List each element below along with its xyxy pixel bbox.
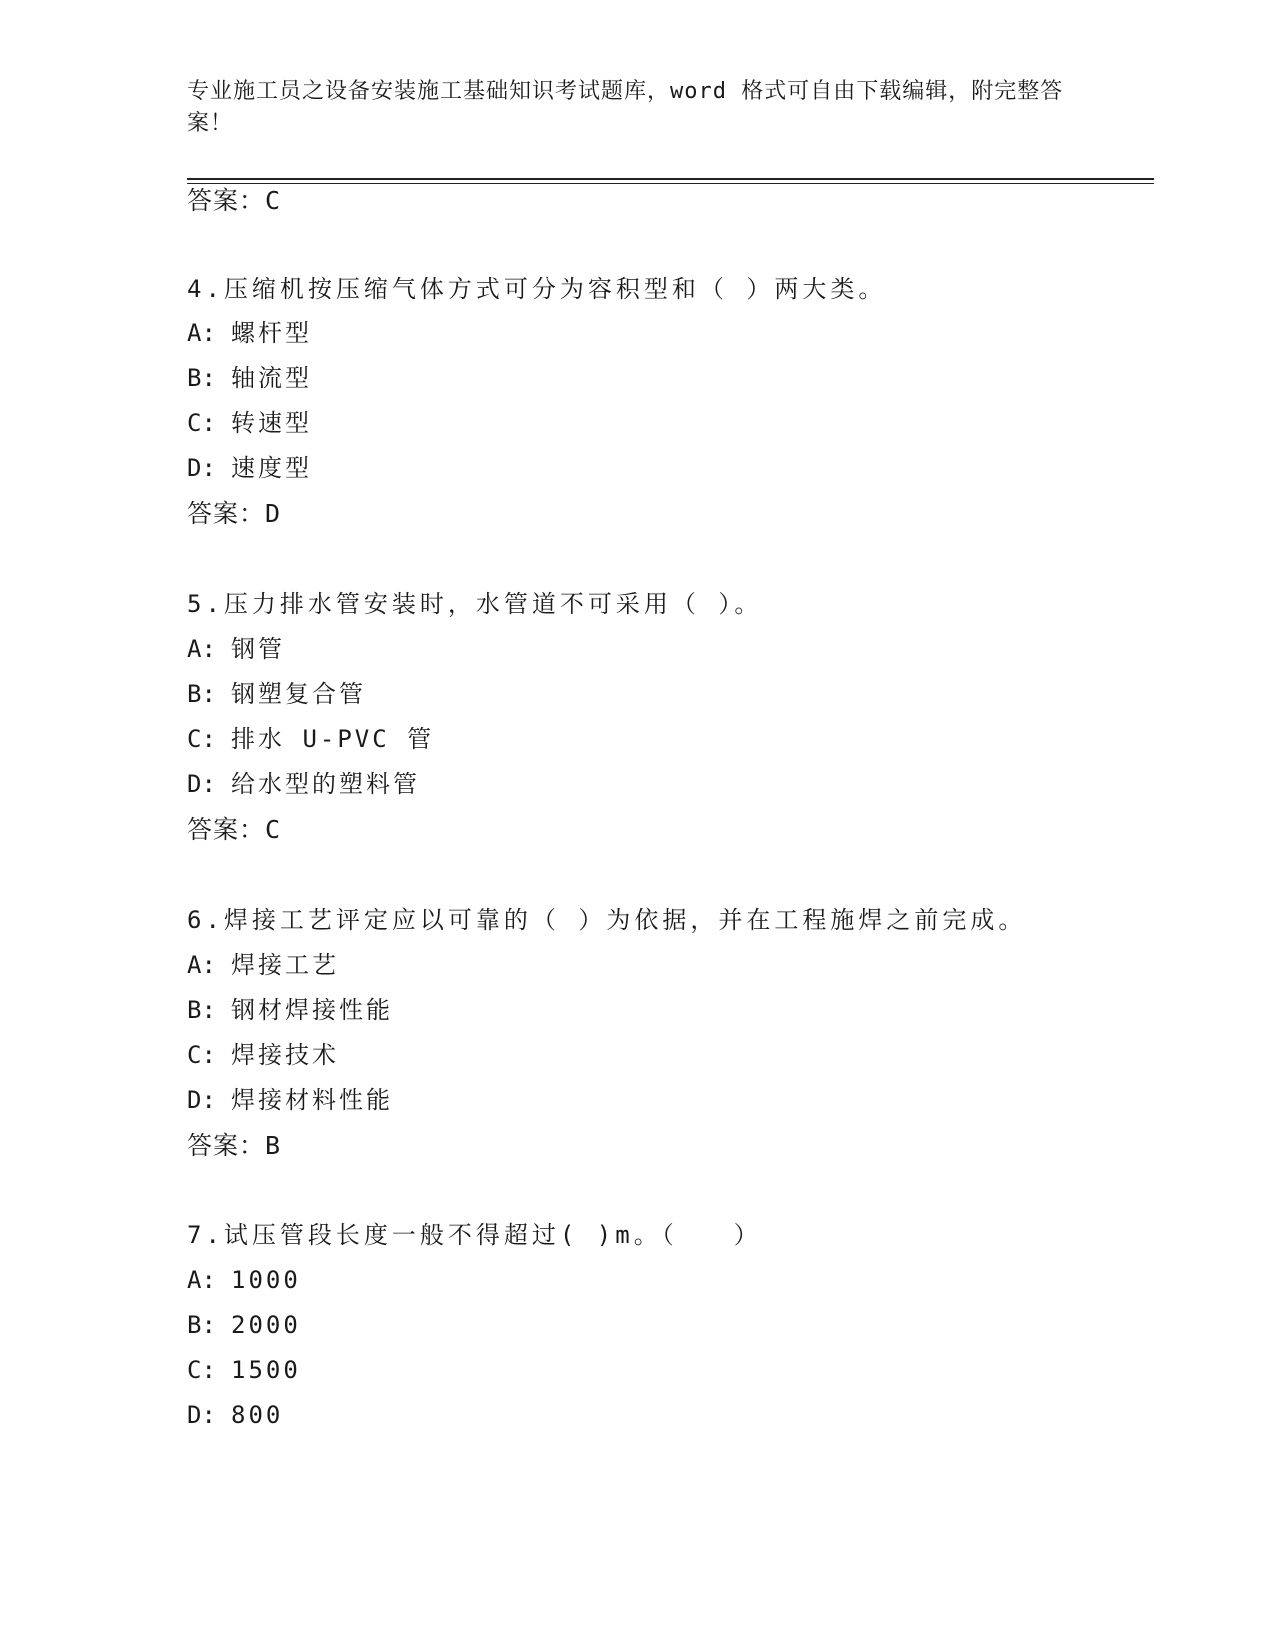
question-7-option-a (187, 1263, 301, 1297)
question-6-option-d (187, 1083, 393, 1117)
option-text: 排水 U-PVC 管 (231, 725, 435, 753)
option-text: 焊接技术 (231, 1041, 339, 1069)
question-6-option-c (187, 1038, 339, 1072)
question-5-option-b (187, 677, 366, 711)
question-6-stem: 6.焊接工艺评定应以可靠的（ ）为依据，并在工程施焊之前完成。 (187, 906, 1027, 934)
document-header: 专业施工员之设备安装施工基础知识考试题库，word 格式可自由下载编辑，附完整答案！ (187, 79, 1064, 136)
option-text: 焊接工艺 (231, 951, 339, 979)
option-letter: A: (187, 951, 216, 979)
header-rule-thin (187, 183, 1154, 184)
option-text: 1000 (231, 1266, 301, 1294)
option-letter: B: (187, 1311, 216, 1339)
option-letter: A: (187, 1266, 216, 1294)
option-letter: B: (187, 996, 216, 1024)
option-letter: A: (187, 319, 216, 347)
question-5-option-d (187, 767, 420, 801)
question-4-option-b (187, 361, 312, 395)
option-letter: D: (187, 1086, 216, 1114)
option-text: 转速型 (231, 409, 312, 437)
option-text: 焊接材料性能 (231, 1086, 393, 1114)
option-letter: D: (187, 454, 216, 482)
question-4-option-a (187, 316, 312, 350)
question-7-stem: 7.试压管段长度一般不得超过( )m。（ ） (187, 1221, 762, 1249)
option-text: 螺杆型 (231, 319, 312, 347)
question-6-option-a (187, 948, 339, 982)
question-7-option-c (187, 1353, 301, 1387)
option-text: 给水型的塑料管 (231, 770, 420, 798)
question-4-option-c (187, 406, 312, 440)
option-letter: B: (187, 364, 216, 392)
option-letter: D: (187, 770, 216, 798)
question-7-option-b (187, 1308, 301, 1342)
option-text: 2000 (231, 1311, 301, 1339)
option-letter: C: (187, 725, 216, 753)
option-text: 1500 (231, 1356, 301, 1384)
answer-q3: 答案：C (187, 186, 282, 215)
question-5-option-a (187, 632, 285, 666)
question-5-option-c (187, 722, 434, 756)
answer-q5: 答案：C (187, 815, 282, 844)
option-text: 钢材焊接性能 (231, 996, 393, 1024)
option-letter: C: (187, 409, 216, 437)
question-5-stem: 5.压力排水管安装时，水管道不可采用（ ）。 (187, 590, 763, 618)
option-letter: B: (187, 680, 216, 708)
header-rule-thick (187, 178, 1154, 180)
question-4-option-d (187, 451, 312, 485)
option-text: 轴流型 (231, 364, 312, 392)
option-letter: D: (187, 1401, 216, 1429)
option-text: 钢塑复合管 (231, 680, 366, 708)
option-letter: C: (187, 1041, 216, 1069)
option-text: 800 (231, 1401, 284, 1429)
question-7-option-d (187, 1398, 283, 1432)
option-text: 速度型 (231, 454, 312, 482)
answer-q6: 答案：B (187, 1131, 282, 1160)
option-letter: A: (187, 635, 216, 663)
question-6-option-b (187, 993, 393, 1027)
option-text: 钢管 (231, 635, 285, 663)
option-letter: C: (187, 1356, 216, 1384)
answer-q4: 答案：D (187, 499, 282, 528)
question-4-stem: 4.压缩机按压缩气体方式可分为容积型和（ ）两大类。 (187, 275, 887, 303)
